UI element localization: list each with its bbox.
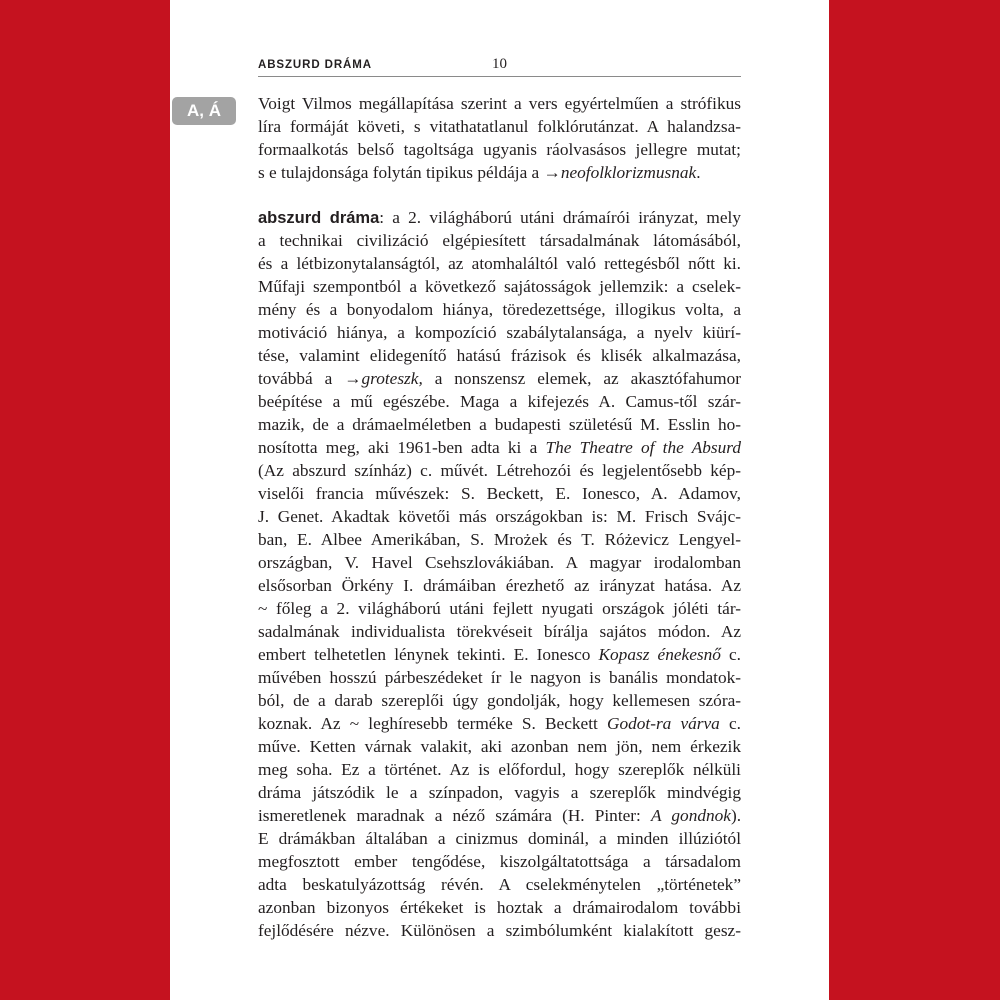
text-segment: nosította meg, aki 1961-ben adta ki a	[258, 438, 546, 457]
text-line	[258, 781, 741, 804]
text-segment: ).	[730, 806, 742, 825]
text-line	[258, 735, 741, 758]
text-line	[258, 321, 741, 344]
text-segment: motiváció hiánya, a kompozíció szabálytalansága, a nyelv kiürí-	[258, 323, 741, 342]
text-line	[258, 643, 741, 666]
text-line	[258, 666, 741, 689]
text-line	[258, 459, 741, 482]
text-line	[258, 574, 741, 597]
text-line	[258, 873, 741, 896]
text-line	[258, 850, 741, 873]
text-segment: embert telhetetlen lénynek tekinti. E. Ionesco	[258, 645, 599, 664]
text-segment: azonban bizonyos értékeket is hoztak a drámairodalom további	[258, 898, 741, 917]
text-segment: ~ főleg a 2. világháború utáni fejlett nyugati országok jóléti tár-	[258, 599, 741, 618]
header-rule	[258, 76, 741, 77]
text-line	[258, 482, 741, 505]
text-segment: Voigt Vilmos megállapítása szerint a vers egyértelműen a strófikus	[258, 94, 741, 113]
running-title: ABSZURD DRÁMA	[258, 59, 372, 71]
text-segment: mazik, de a drámaelméletben a budapesti születésű M. Esslin ho-	[258, 415, 741, 434]
text-line	[258, 275, 741, 298]
text-line	[258, 689, 741, 712]
text-segment: sadalmának individualista törekvéseit bírálja sajátos módon. Az	[258, 622, 741, 641]
text-segment: fejlődésére nézve. Különösen a szimbólumként kialakított gesz-	[258, 921, 741, 940]
text-line	[258, 827, 741, 850]
text-segment: (Az abszurd színház) c. művét. Létrehozói és legjelentősebb kép-	[258, 461, 741, 480]
text-line	[258, 138, 741, 161]
text-segment: J. Genet. Akadtak követői más országokban is: M. Frisch Svájc-	[258, 507, 741, 526]
text-segment: .	[696, 163, 701, 182]
alphabet-thumb-tab-label: A, Á	[187, 101, 221, 120]
text-line	[258, 712, 741, 735]
text-segment: a nonszensz elemek, az akasztófahumor	[422, 369, 741, 388]
text-line	[258, 229, 741, 252]
text-line	[258, 92, 741, 115]
text-line	[258, 758, 741, 781]
text-segment: formaalkotás belső tagoltsága ugyanis ráolvasásos jellegre mutat;	[258, 140, 741, 159]
text-segment: megfosztott ember tengődése, kiszolgáltatottsága a társadalom	[258, 852, 741, 871]
text-segment: Műfaji szempontból a következő sajátosságok jellemzik: a cselek-	[258, 277, 741, 296]
headword: abszurd dráma	[258, 209, 380, 227]
text-segment: s e tulajdonsága folytán tipikus példája a →	[258, 163, 561, 182]
page-number: 10	[492, 56, 507, 72]
text-line	[258, 115, 741, 138]
italic-text-segment: The Theatre of the Absurd	[545, 438, 741, 457]
text-segment: c.	[719, 714, 741, 733]
text-line	[258, 919, 741, 942]
text-segment: és a létbizonytalanságtól, az atomhaláltól való rettegésből nőtt ki.	[258, 254, 741, 273]
text-line	[258, 505, 741, 528]
italic-text-segment: neofolklorizmusnak	[560, 163, 697, 182]
text-segment: líra formáját követi, s vitathatatlanul folklórutánzat. A halandzsa-	[258, 117, 741, 136]
text-segment: ban, E. Albee Amerikában, S. Mrożek és T. Różevicz Lengyel-	[258, 530, 741, 549]
text-segment: mény és a bonyodalom hiánya, töredezettsége, illogikus volta, a	[258, 300, 741, 319]
text-segment: ból, de a darab szereplői úgy gondolják, hogy kellemesen szóra-	[258, 691, 741, 710]
italic-text-segment: Godot-ra várva	[606, 714, 720, 733]
text-line	[258, 252, 741, 275]
entry-abszurd-drama-paragraph	[258, 206, 741, 942]
text-segment: dráma játszódik le a színpadon, vagyis a szereplők mindvégig	[258, 783, 741, 802]
alphabet-thumb-tab	[172, 97, 236, 125]
italic-text-segment: A gondnok	[651, 806, 731, 825]
text-segment: E drámákban általában a cinizmus dominál, a minden illúziótól	[258, 829, 741, 848]
text-line	[258, 551, 741, 574]
text-segment: művében hosszú párbeszédeket ír le nagyon is banális mondatok-	[258, 668, 741, 687]
text-line	[258, 620, 741, 643]
text-line	[258, 390, 741, 413]
text-segment: továbbá a →	[258, 369, 362, 388]
text-line	[258, 804, 741, 827]
text-segment: országban, V. Havel Csehszlovákiában. A magyar irodalomban	[258, 553, 741, 572]
text-segment: műve. Ketten várnak valakit, aki azonban nem jön, nem érkezik	[258, 737, 741, 756]
italic-text-segment: Kopasz énekesnő	[598, 645, 721, 664]
previous-entry-continuation-paragraph	[258, 92, 741, 184]
text-line	[258, 436, 741, 459]
text-segment: a technikai civilizáció elgépiesített társadalmának látomásából,	[258, 231, 741, 250]
text-segment: viselői francia művészek: S. Beckett, E. Ionesco, A. Adamov,	[258, 484, 741, 503]
italic-text-segment: groteszk,	[361, 369, 423, 388]
text-segment: tése, valamint elidegenítő hatású frázisok és klisék alkalmazása,	[258, 346, 741, 365]
text-segment: beépítése a mű egészébe. Maga a kifejezés A. Camus-től szár-	[258, 392, 741, 411]
text-segment: koznak. Az ~ leghíresebb terméke S. Beckett	[258, 714, 607, 733]
text-segment: : a 2. világháború utáni drámaírói irányzat, mely	[379, 208, 741, 227]
text-segment: elsősorban Örkény I. drámáiban érezhető az irányzat hatása. Az	[258, 576, 741, 595]
text-line	[258, 413, 741, 436]
text-line	[258, 896, 741, 919]
text-line	[258, 597, 741, 620]
text-segment: adta beskatulyázottság révén. A cselekménytelen „történetek”	[258, 875, 741, 894]
text-segment: c.	[720, 645, 741, 664]
text-line	[258, 528, 741, 551]
text-line	[258, 367, 741, 390]
text-line	[258, 161, 741, 184]
text-line	[258, 344, 741, 367]
text-line	[258, 298, 741, 321]
text-segment: meg soha. Ez a történet. Az is előfordul, hogy szereplők nélküli	[258, 760, 741, 779]
text-segment: ismeretlenek maradnak a néző számára (H. Pinter:	[258, 806, 652, 825]
text-line	[258, 206, 741, 229]
